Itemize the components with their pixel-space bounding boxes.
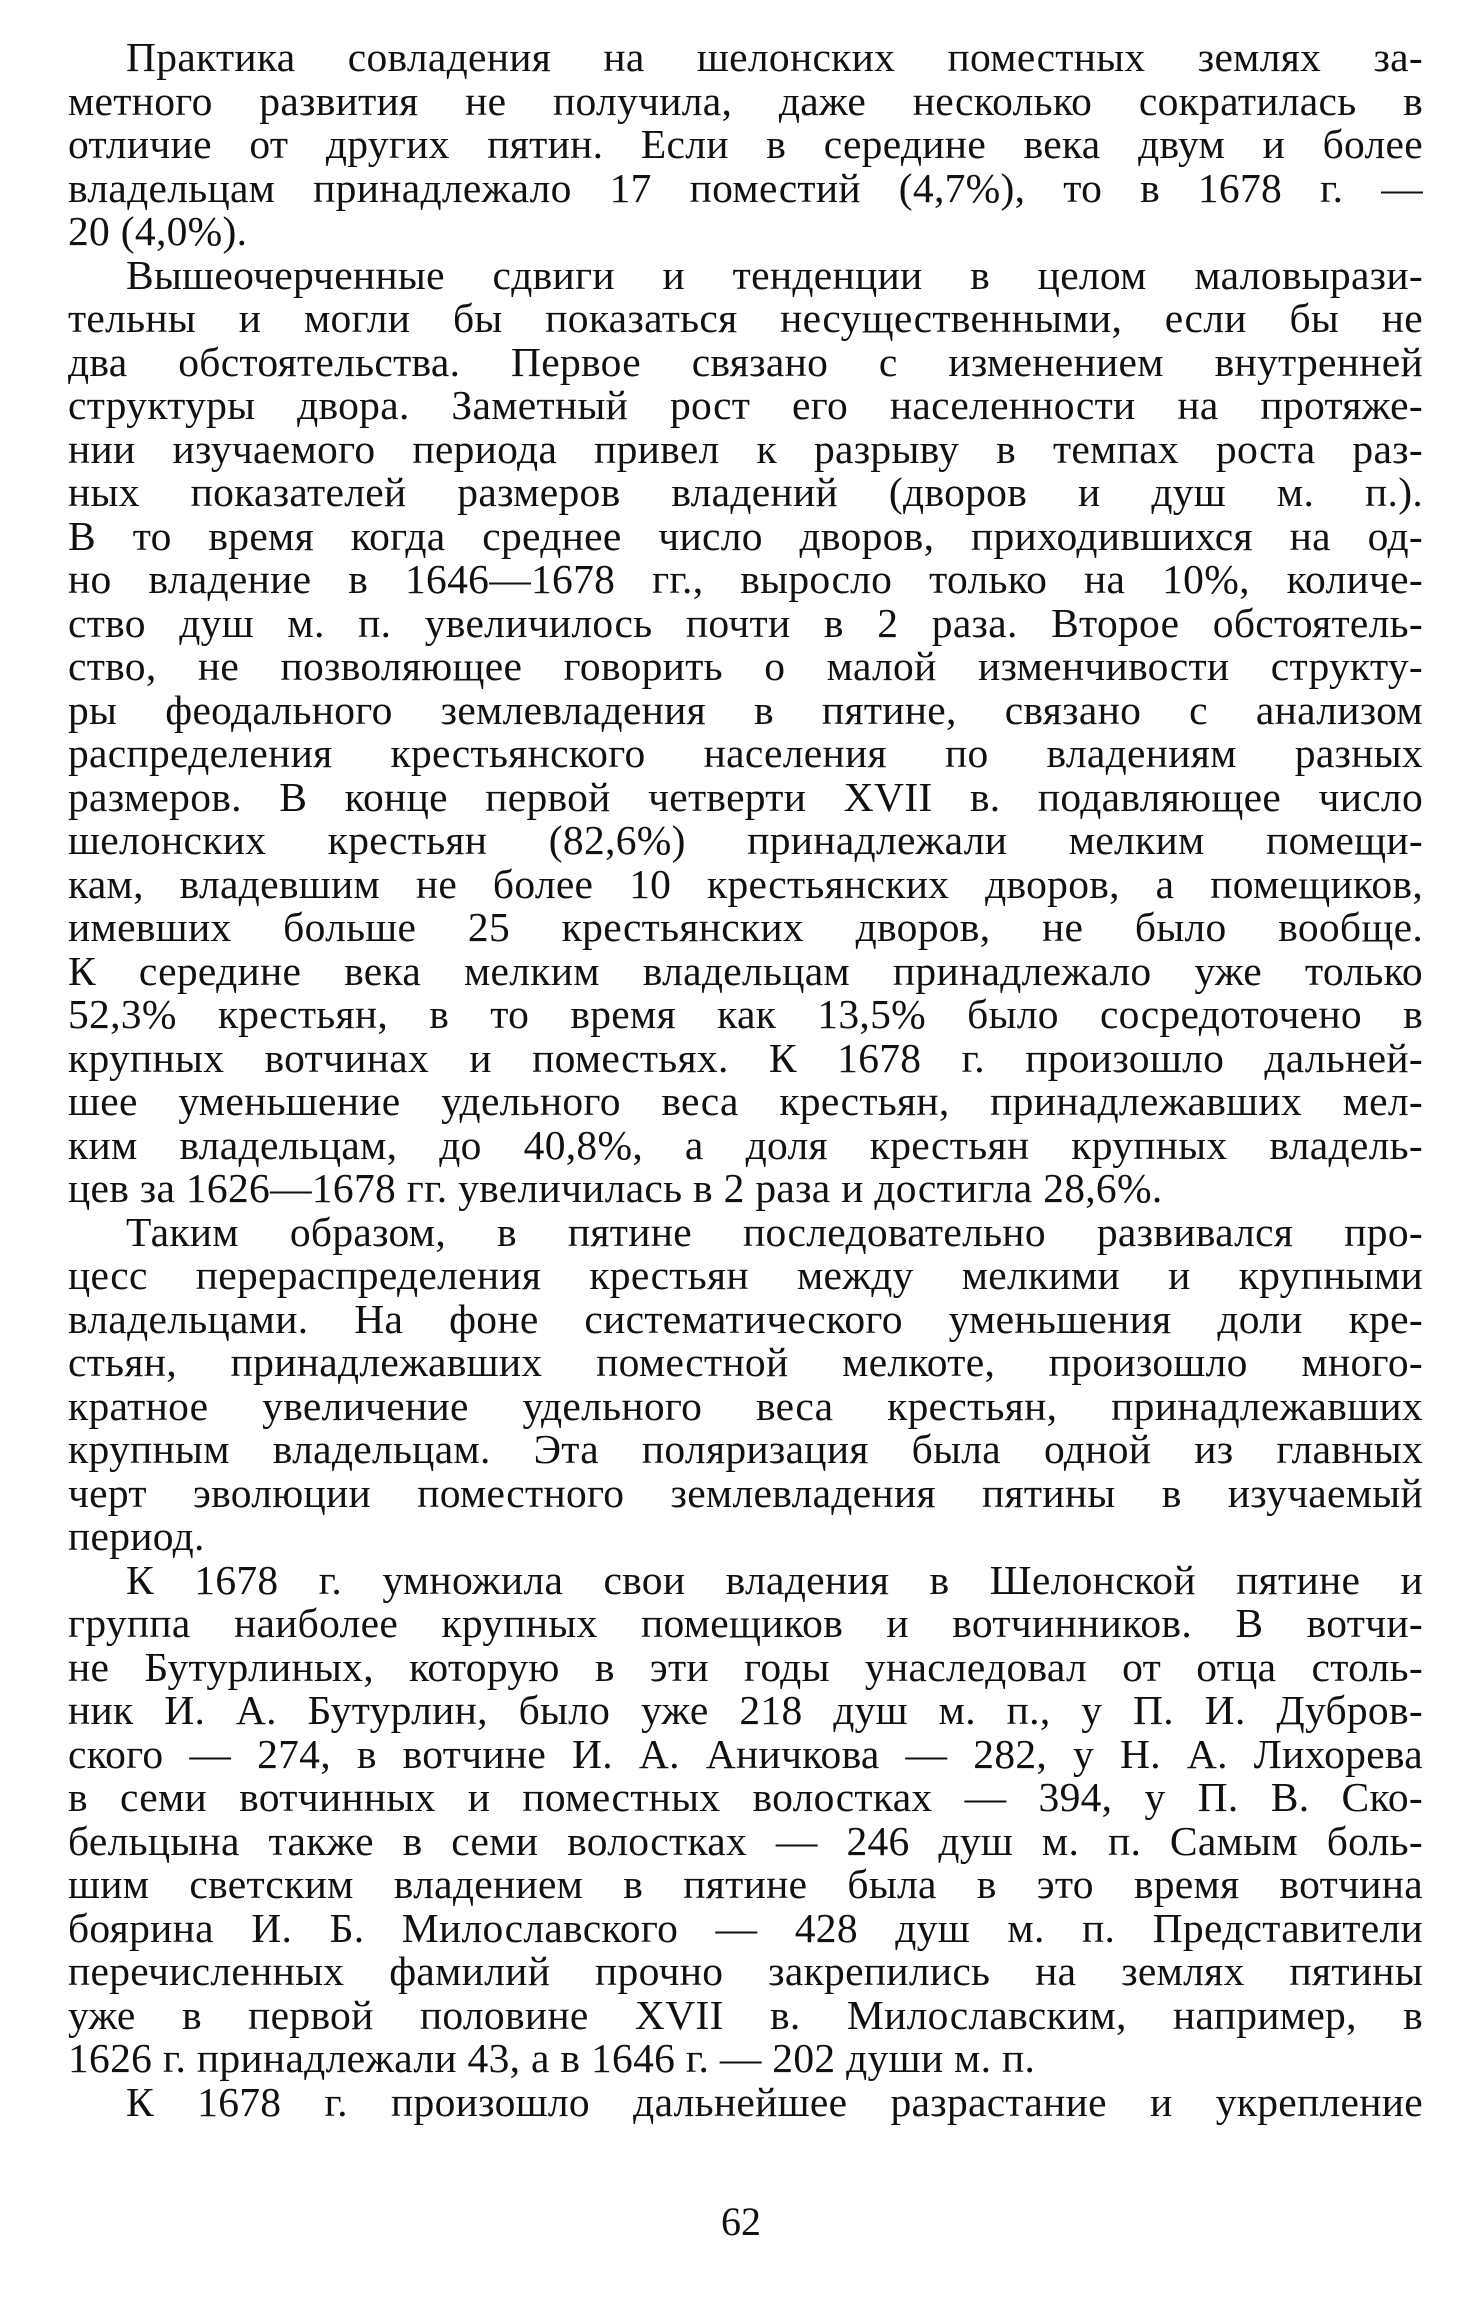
text-line: шее уменьшение удельного веса крестьян, принадлежавших мел- — [68, 1078, 1423, 1124]
text-line: В то время когда среднее число дворов, приходившихся на од- — [68, 512, 1423, 559]
text-line: отличие от других пятин. Если в середине века двум и более — [68, 121, 1423, 167]
text-line: цев за 1626—1678 гг. увеличилась в 2 раза и достигла 28,6%. — [68, 1165, 1163, 1211]
text-line: группа наиболее крупных помещиков и вотчинников. В вотчи- — [68, 1600, 1423, 1646]
text-line: ных показателей размеров владений (дворов и душ м. п.). — [68, 469, 1423, 515]
text-line: владельцам принадлежало 17 поместий (4,7%), то в 1678 г. — — [68, 164, 1423, 211]
paragraph — [68, 1208, 1423, 1559]
text-line: крупных вотчинах и поместьях. К 1678 г. произошло дальней- — [68, 1034, 1423, 1081]
text-line: стьян, принадлежавших поместной мелкоте, произошло много- — [68, 1339, 1423, 1385]
text-line: период. — [68, 1513, 205, 1559]
text-line: цесс перераспределения крестьян между мелкими и крупными — [68, 1252, 1423, 1298]
text-line: К 1678 г. умножила свои владения в Шелонской пятине и — [126, 1556, 1423, 1603]
text-line: черт эволюции поместного землевладения пятины в изучаемый — [68, 1469, 1423, 1516]
text-line: метного развития не получила, даже несколько сократилась в — [68, 77, 1423, 124]
text-line: ник И. А. Бутурлин, было уже 218 душ м. п., у П. И. Дубров- — [68, 1687, 1423, 1733]
text-line: Практика совладения на шелонских поместных землях за- — [126, 34, 1423, 80]
text-line: крупным владельцам. Эта поляризация была одной из главных — [68, 1426, 1423, 1472]
page-text — [68, 36, 1423, 2276]
text-line: ство душ м. п. увеличилось почти в 2 раза. Второе обстоятель- — [68, 599, 1423, 646]
text-line: 1626 г. принадлежали 43, а в 1646 г. — 202 души м. п. — [68, 2035, 1036, 2081]
text-line: но владение в 1646—1678 гг., выросло только на 10%, количе- — [68, 556, 1423, 602]
text-line: 52,3% крестьян, в то время как 13,5% было сосредоточено в — [68, 991, 1423, 1037]
text-line: 20 (4,0%). — [68, 208, 248, 254]
text-line: кратное увеличение удельного веса крестьян, принадлежавших — [68, 1382, 1423, 1429]
text-line: тельны и могли бы показаться несущественными, если бы не — [68, 295, 1423, 341]
text-line: К середине века мелким владельцам принадлежало уже только — [68, 947, 1423, 994]
text-line: кам, владевшим не более 10 крестьянских дворов, а помещиков, — [68, 860, 1423, 907]
text-line: уже в первой половине XVII в. Милославским, например, в — [68, 1991, 1423, 2038]
text-line: не Бутурлиных, которую в эти годы унаследовал от отца столь- — [68, 1643, 1423, 1690]
text-line: Таким образом, в пятине последовательно развивался про- — [126, 1208, 1423, 1255]
text-line: владельцами. На фоне систематического уменьшения доли кре- — [68, 1295, 1423, 1342]
paragraph — [68, 1556, 1423, 2081]
text-line: ство, не позволяющее говорить о малой изменчивости структу- — [68, 643, 1423, 689]
text-line: К 1678 г. произошло дальнейшее разрастание и укрепление — [126, 2078, 1423, 2125]
page-number: 62 — [721, 2199, 761, 2244]
text-line: нии изучаемого периода привел к разрыву в темпах роста раз- — [68, 425, 1423, 472]
text-line: два обстоятельства. Первое связано с изменением внутренней — [68, 338, 1423, 385]
paragraph — [68, 2078, 1423, 2125]
text-line: размеров. В конце первой четверти XVII в. подавляющее число — [68, 773, 1423, 820]
text-line: ким владельцам, до 40,8%, а доля крестьян крупных владель- — [68, 1121, 1423, 1168]
text-line: имевших больше 25 крестьянских дворов, не было вообще. — [68, 904, 1423, 950]
text-line: бельцына также в семи волостках — 246 душ м. п. Самым боль- — [68, 1817, 1423, 1864]
text-line: ского — 274, в вотчине И. А. Аничкова — 282, у Н. А. Лихорева — [68, 1730, 1423, 1777]
text-line: ры феодального землевладения в пятине, связано с анализом — [68, 686, 1423, 733]
paragraph — [68, 251, 1423, 1211]
text-line: шим светским владением в пятине была в это время вотчина — [68, 1861, 1423, 1907]
text-line: распределения крестьянского населения по владениям разных — [68, 730, 1423, 776]
text-line: боярина И. Б. Милославского — 428 душ м. п. Представители — [68, 1904, 1423, 1951]
text-line: структуры двора. Заметный рост его населенности на протяже- — [68, 382, 1423, 428]
text-line: шелонских крестьян (82,6%) принадлежали мелким помещи- — [68, 817, 1423, 863]
text-line: перечисленных фамилий прочно закрепились на землях пятины — [68, 1948, 1423, 1994]
text-line: в семи вотчинных и поместных волостках — 394, у П. В. Ско- — [68, 1774, 1423, 1820]
text-line: Вышеочерченные сдвиги и тенденции в целом маловырази- — [126, 251, 1423, 298]
paragraph — [68, 36, 1423, 254]
